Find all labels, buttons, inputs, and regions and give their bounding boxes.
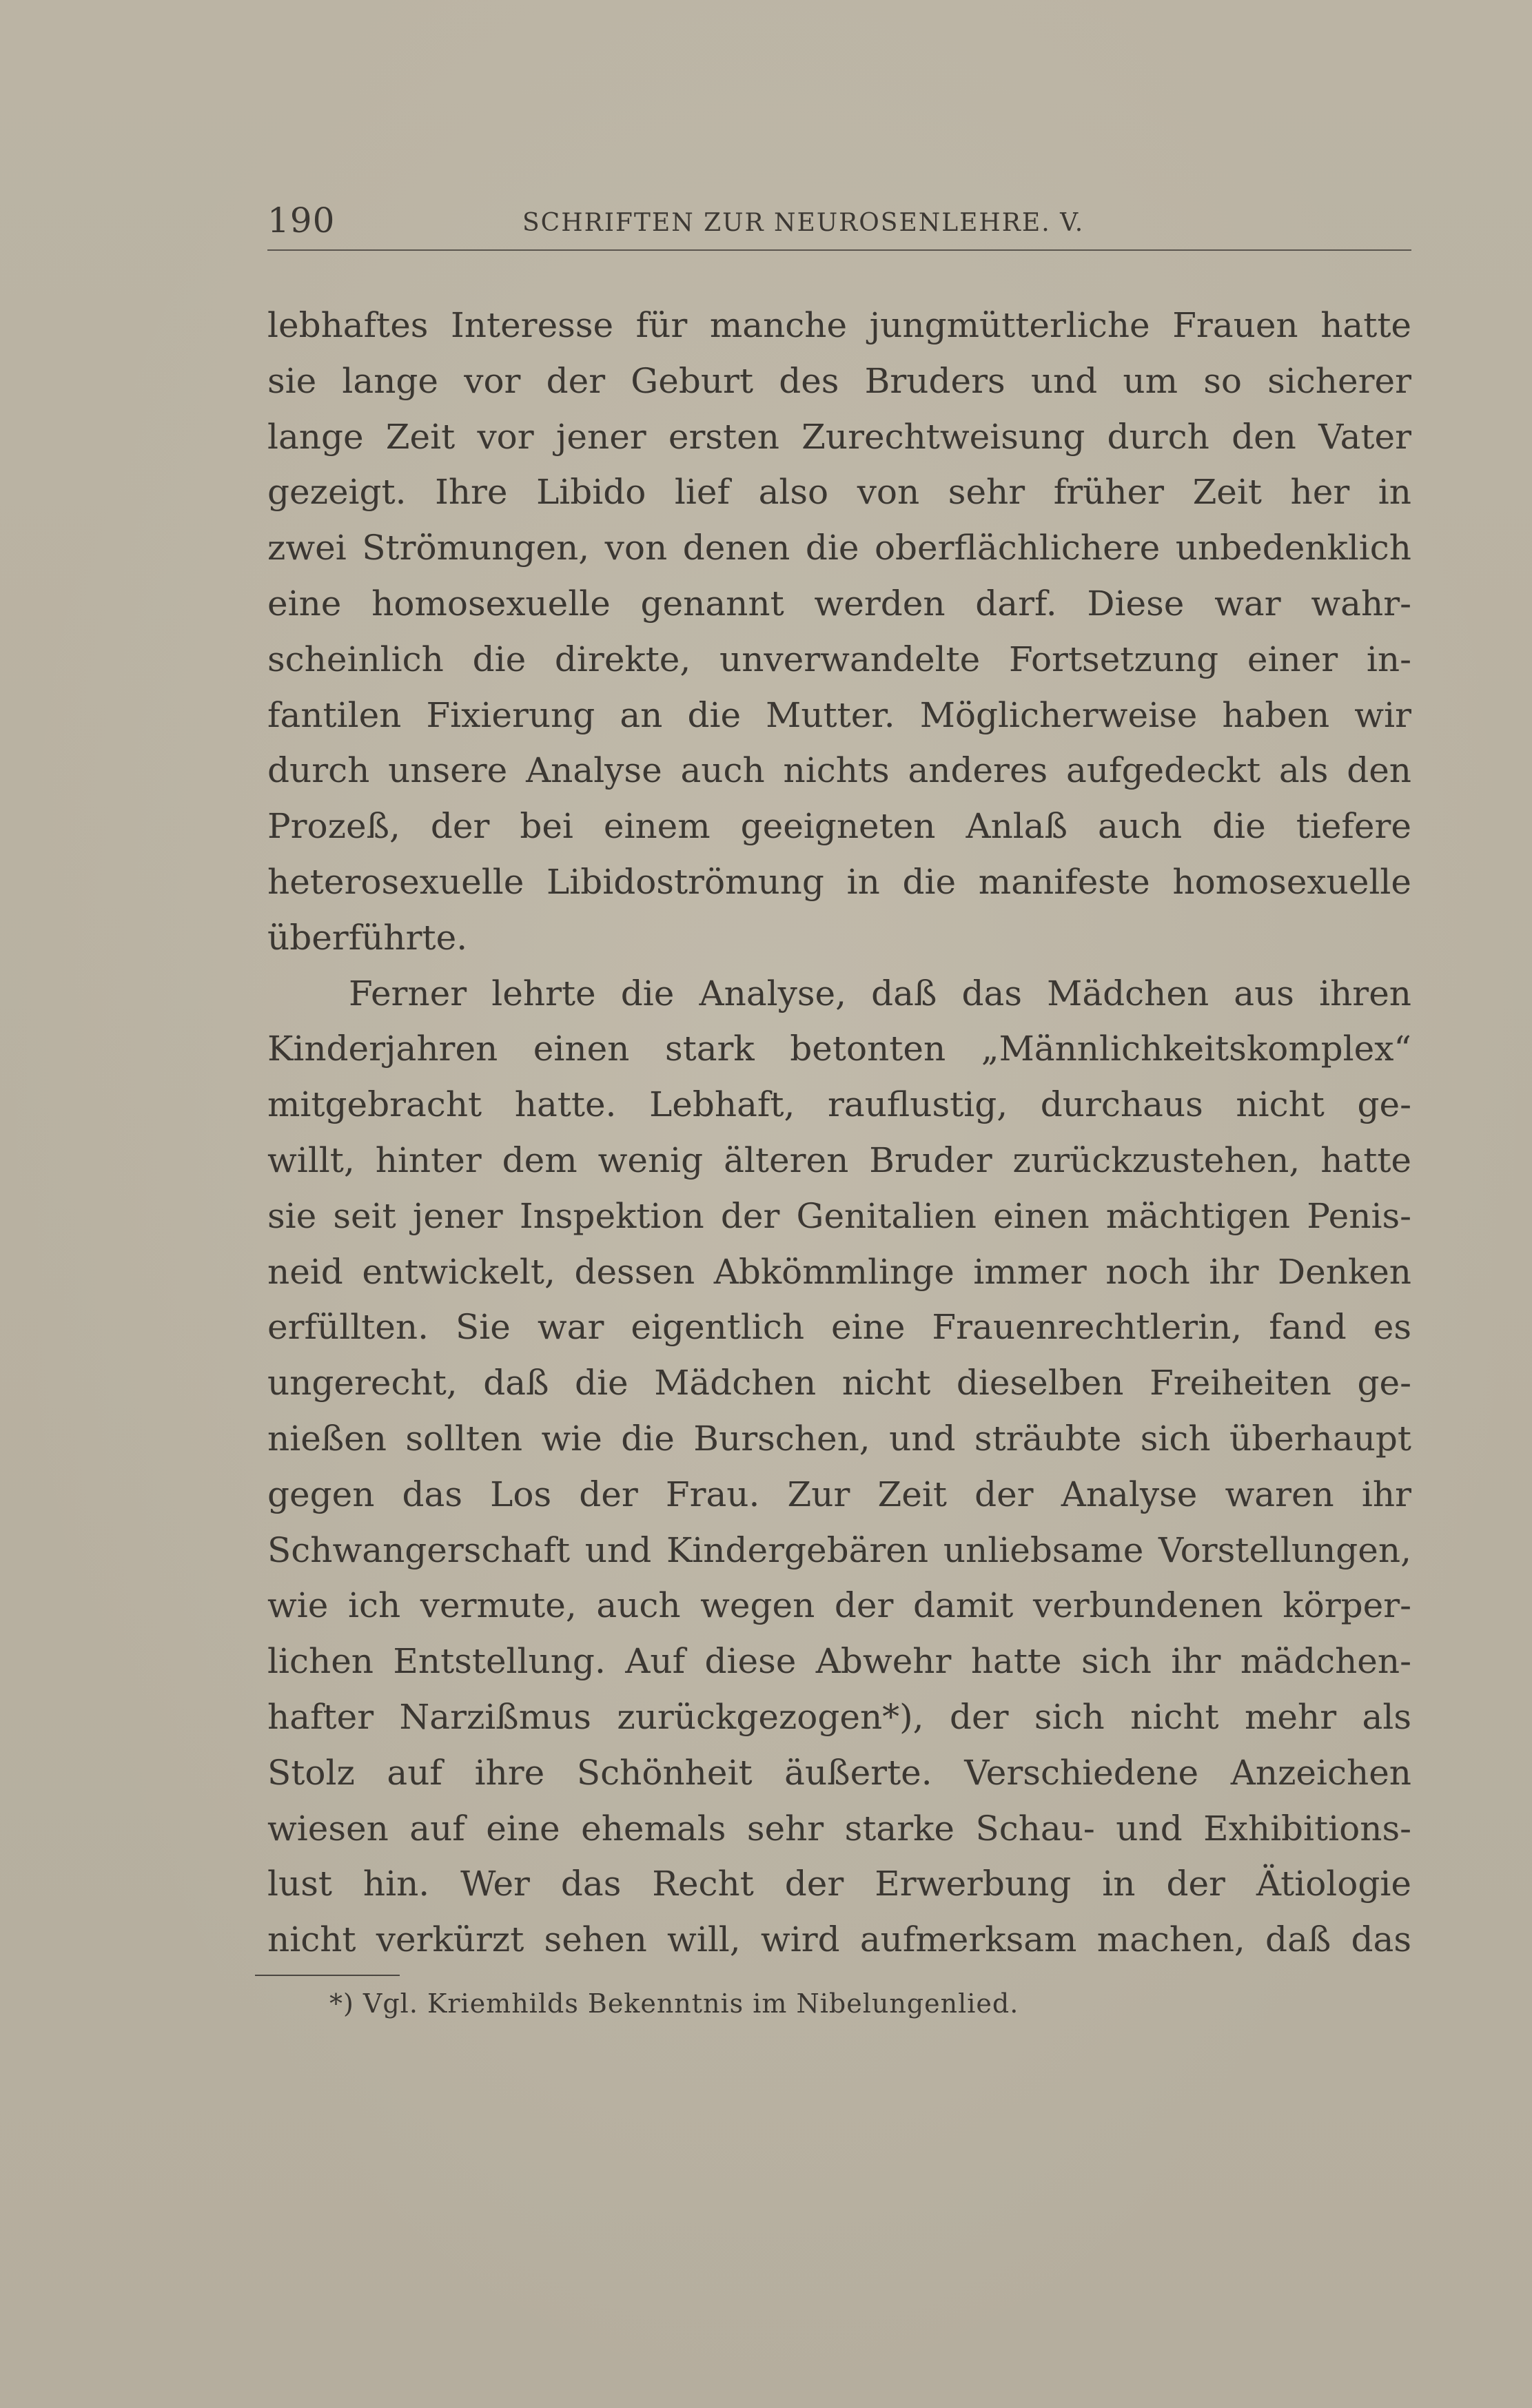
text-line: wiesen auf eine ehemals sehr starke Schau- und Exhibitions- (267, 1808, 1411, 1849)
text-line: neid entwickelt, dessen Abkömmlinge immer noch ihr Denken (267, 1251, 1411, 1292)
text-line: ungerecht, daß die Mädchen nicht dieselben Freiheiten ge- (267, 1363, 1411, 1403)
text-line: willt, hinter dem wenig älteren Bruder zurückzustehen, hatte (267, 1140, 1411, 1180)
page-number: 190 (267, 200, 336, 240)
text-line: lebhaftes Interesse für manche jungmütterliche Frauen hatte (267, 305, 1411, 345)
text-line: durch unsere Analyse auch nichts anderes aufgedeckt als den (267, 750, 1411, 791)
text-line: Stolz auf ihre Schönheit äußerte. Verschiedene Anzeichen (267, 1752, 1411, 1793)
text-line: Ferner lehrte die Analyse, daß das Mädchen aus ihren (349, 973, 1411, 1013)
text-line: nießen sollten wie die Burschen, und sträubte sich überhaupt (267, 1418, 1411, 1459)
text-line: überführte. (267, 917, 468, 958)
text-line: scheinlich die direkte, unverwandelte Fortsetzung einer in- (267, 639, 1411, 679)
running-head-title: SCHRIFTEN ZUR NEUROSENLEHRE. V. (522, 209, 1085, 237)
text-line: lust hin. Wer das Recht der Erwerbung in der Ätiologie (267, 1864, 1411, 1904)
text-line: zwei Strömungen, von denen die oberflächlichere unbedenklich (267, 528, 1411, 568)
text-line: gegen das Los der Frau. Zur Zeit der Analyse waren ihr (267, 1474, 1411, 1514)
text-line: fantilen Fixierung an die Mutter. Möglicherweise haben wir (267, 694, 1411, 735)
text-line: mitgebracht hatte. Lebhaft, rauflustig, durchaus nicht ge- (267, 1084, 1411, 1125)
text-line: eine homosexuelle genannt werden darf. Diese war wahr- (267, 583, 1411, 624)
footnote: *) Vgl. Kriemhilds Bekenntnis im Nibelungenlied. (329, 1988, 1019, 2019)
running-head (267, 200, 1411, 251)
text-line: lichen Entstellung. Auf diese Abwehr hatte sich ihr mädchen- (267, 1641, 1411, 1682)
text-line: Prozeß, der bei einem geeigneten Anlaß auch die tiefere (267, 806, 1411, 847)
text-line: hafter Narzißmus zurückgezogen*), der sich nicht mehr als (267, 1696, 1411, 1737)
text-line: heterosexuelle Libidoströmung in die manifeste homosexuelle (267, 861, 1411, 902)
text-line: sie seit jener Inspektion der Genitalien einen mächtigen Penis- (267, 1195, 1411, 1236)
text-line: wie ich vermute, auch wegen der damit verbundenen körper- (267, 1585, 1411, 1626)
text-line: sie lange vor der Geburt des Bruders und um so sicherer (267, 360, 1411, 401)
text-line: Schwangerschaft und Kindergebären unliebsame Vorstellungen, (267, 1530, 1411, 1570)
text-line: nicht verkürzt sehen will, wird aufmerksam machen, daß das (267, 1920, 1411, 1960)
text-line: lange Zeit vor jener ersten Zurechtweisung durch den Vater (267, 416, 1411, 457)
text-line: erfüllten. Sie war eigentlich eine Frauenrechtlerin, fand es (267, 1307, 1411, 1348)
text-line: gezeigt. Ihre Libido lief also von sehr früher Zeit her in (267, 472, 1411, 513)
footnote-rule (255, 1975, 400, 1976)
text-line: Kinderjahren einen stark betonten „Männlichkeitskomplex“ (267, 1029, 1411, 1069)
body-text (267, 298, 1411, 1968)
